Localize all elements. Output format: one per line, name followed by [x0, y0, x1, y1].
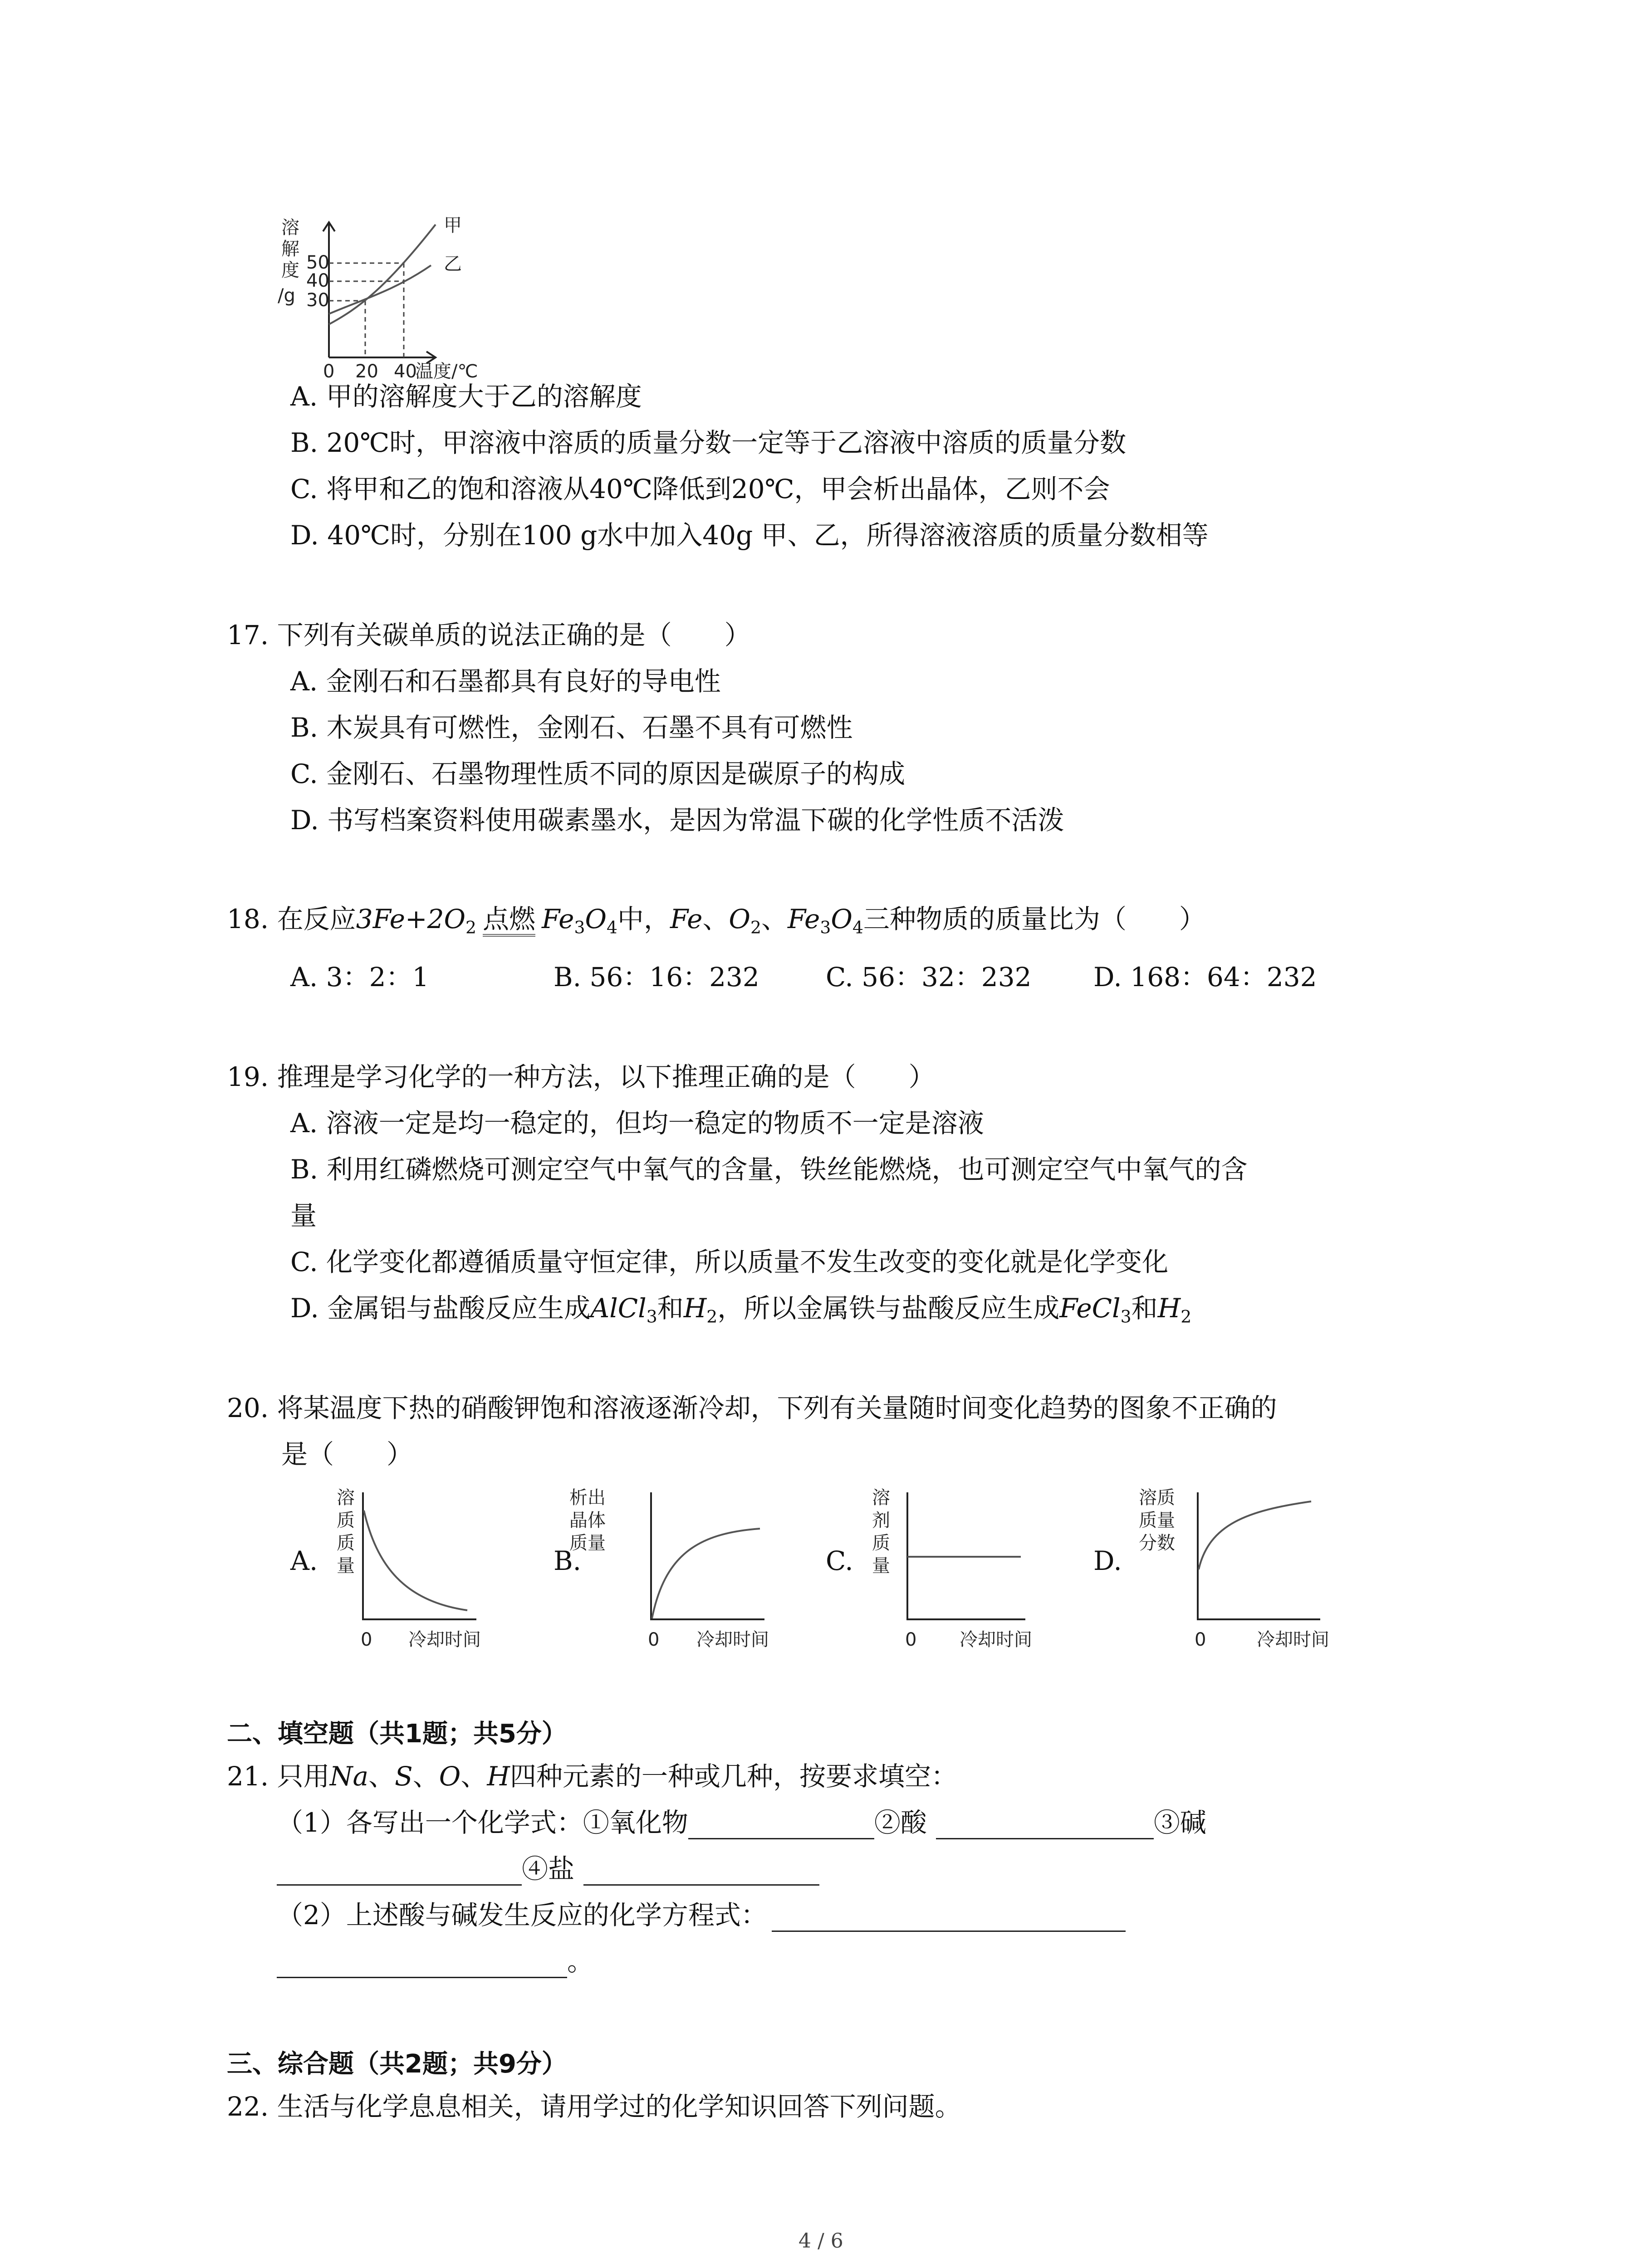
graph-b-axes [651, 1492, 764, 1619]
y-tick: 30 [306, 290, 329, 311]
q20-graph-d-letter: D. [1093, 1545, 1122, 1576]
y-tick: 50 [306, 252, 329, 273]
q18-stem: 18. 在反应$3Fe+2O_2$ 点燃 $Fe_3O_4$中，Fe、$O_2$、$Fe_3O_4$三种物质的质量比为（ ） [227, 904, 1205, 938]
graph-c-ylabel: 溶 [872, 1487, 890, 1508]
q21-part2-cont: 。 [277, 1945, 593, 1978]
curve-yi [329, 265, 431, 314]
q20-graph-c [862, 1483, 1062, 1656]
q16-option-c: C. 将甲和乙的饱和溶液从40℃降低到20℃，甲会析出晶体，乙则不会 [290, 474, 1110, 504]
q19-option-c: C. 化学变化都遵循质量守恒定律，所以质量不发生改变的变化就是化学变化 [290, 1246, 1169, 1277]
q21-stem: 21. 只用Na、S、O、H四种元素的一种或几种，按要求填空： [227, 1761, 957, 1792]
q20-graph-d [1130, 1483, 1357, 1656]
solubility-graph [272, 213, 508, 381]
q18-option-b: B. 56：16：232 [554, 962, 759, 992]
reaction-condition: 点燃 [483, 905, 535, 937]
graph-d-xlabel: 冷却时间 [1257, 1629, 1329, 1650]
q20-graph-b-letter: B. [554, 1545, 582, 1576]
q19-option-d: D. 金属铝与盐酸反应生成AlCl$_3$和$H_2$，所以金属铁与盐酸反应生成FeCl$_3$和$H_2$ [290, 1293, 1192, 1327]
q18-option-a: A. 3：2：1 [290, 962, 429, 992]
y-label-char: 解 [281, 239, 299, 259]
q20-graph-a [327, 1483, 508, 1656]
equation-blank-cont[interactable] [277, 1953, 567, 1978]
graph-a-ylabel: 质 [337, 1510, 355, 1531]
x-tick: 0 [323, 361, 335, 381]
graph-b-ylabel: 质量 [569, 1533, 606, 1554]
q17-option-d: D. 书写档案资料使用碳素墨水，是因为常温下碳的化学性质不活泼 [290, 805, 1064, 836]
y-label-char: 度 [281, 260, 299, 281]
graph-c-ylabel: 量 [872, 1555, 890, 1576]
section-3-title: 三、综合题（共2题；共9分） [227, 2049, 567, 2079]
graph-a-xlabel: 冷却时间 [408, 1629, 481, 1650]
graph-d-ylabel: 分数 [1139, 1533, 1175, 1554]
graph-a-ylabel: 量 [337, 1555, 355, 1576]
q21-part1-cont: ④盐 [277, 1853, 819, 1886]
oxide-blank[interactable] [688, 1814, 874, 1839]
q19-option-a: A. 溶液一定是均一稳定的，但均一稳定的物质不一定是溶液 [290, 1108, 984, 1139]
x-tick: 20 [355, 361, 378, 381]
q20-stem-cont: 是（ ） [281, 1439, 413, 1470]
graph-a-curve [364, 1510, 467, 1610]
q18-option-d: D. 168：64：232 [1093, 962, 1317, 992]
curve-yi-label: 乙 [444, 254, 462, 274]
graph-d-origin: 0 [1195, 1629, 1206, 1650]
q20-graph-c-letter: C. [826, 1545, 853, 1576]
q20-graph-b [560, 1483, 796, 1656]
graph-c-ylabel: 质 [872, 1533, 890, 1554]
q21-part2: （2）上述酸与碱发生反应的化学方程式： [277, 1899, 1126, 1932]
graph-d-curve [1199, 1501, 1311, 1569]
graph-d-ylabel: 质量 [1139, 1510, 1175, 1531]
y-tick: 40 [306, 270, 329, 291]
graph-b-ylabel: 析出 [569, 1487, 606, 1508]
x-axis-label: 温度/℃ [415, 361, 478, 381]
q20-graph-a-letter: A. [290, 1545, 318, 1576]
graph-a-ylabel: 质 [337, 1533, 355, 1554]
graph-b-ylabel: 晶体 [569, 1510, 606, 1531]
graph-a-origin: 0 [361, 1629, 372, 1650]
graph-a-ylabel: 溶 [337, 1487, 355, 1508]
graph-c-xlabel: 冷却时间 [960, 1629, 1032, 1650]
q17-option-b: B. 木炭具有可燃性，金刚石、石墨不具有可燃性 [290, 712, 853, 743]
q16-option-d: D. 40℃时，分别在100 g水中加入40g 甲、乙，所得溶液溶质的质量分数相等 [290, 520, 1209, 551]
q17-option-a: A. 金刚石和石墨都具有良好的导电性 [290, 666, 721, 697]
salt-blank[interactable] [583, 1861, 819, 1886]
q17-stem: 17. 下列有关碳单质的说法正确的是（ ） [227, 620, 751, 650]
graph-b-xlabel: 冷却时间 [696, 1629, 769, 1650]
q18-option-c: C. 56：32：232 [826, 962, 1032, 992]
page-number: 4 / 6 [798, 2229, 843, 2253]
y-label-char: /g [278, 285, 295, 306]
graph-b-curve [652, 1529, 760, 1618]
graph-c-ylabel: 剂 [872, 1510, 890, 1531]
q20-stem: 20. 将某温度下热的硝酸钾饱和溶液逐渐冷却，下列有关量随时间变化趋势的图象不正确的 [227, 1393, 1277, 1423]
curve-jia-label: 甲 [444, 215, 462, 236]
section-2-title: 二、填空题（共1题；共5分） [227, 1719, 567, 1749]
equation-blank[interactable] [772, 1907, 1126, 1932]
acid-blank[interactable] [936, 1814, 1154, 1839]
graph-c-origin: 0 [905, 1629, 917, 1650]
y-label-char: 溶 [281, 217, 299, 238]
graph-d-ylabel: 溶质 [1139, 1487, 1175, 1508]
q19-option-b-cont: 量 [290, 1200, 317, 1231]
q16-option-a: A. 甲的溶解度大于乙的溶解度 [290, 381, 642, 412]
q21-part1: （1）各写出一个化学式：①氧化物 ②酸 ③碱 [277, 1806, 1206, 1839]
q22-stem: 22. 生活与化学息息相关，请用学过的化学知识回答下列问题。 [227, 2091, 961, 2122]
q16-option-b: B. 20℃时，甲溶液中溶质的质量分数一定等于乙溶液中溶质的质量分数 [290, 427, 1127, 458]
x-tick: 40 [394, 361, 417, 381]
q17-option-c: C. 金刚石、石墨物理性质不同的原因是碳原子的构成 [290, 758, 906, 789]
q19-stem: 19. 推理是学习化学的一种方法，以下推理正确的是（ ） [227, 1061, 935, 1092]
q19-option-b: B. 利用红磷燃烧可测定空气中氧气的含量，铁丝能燃烧，也可测定空气中氧气的含 [290, 1154, 1248, 1185]
graph-b-origin: 0 [648, 1629, 660, 1650]
base-blank[interactable] [277, 1861, 522, 1886]
curve-jia [329, 225, 436, 324]
